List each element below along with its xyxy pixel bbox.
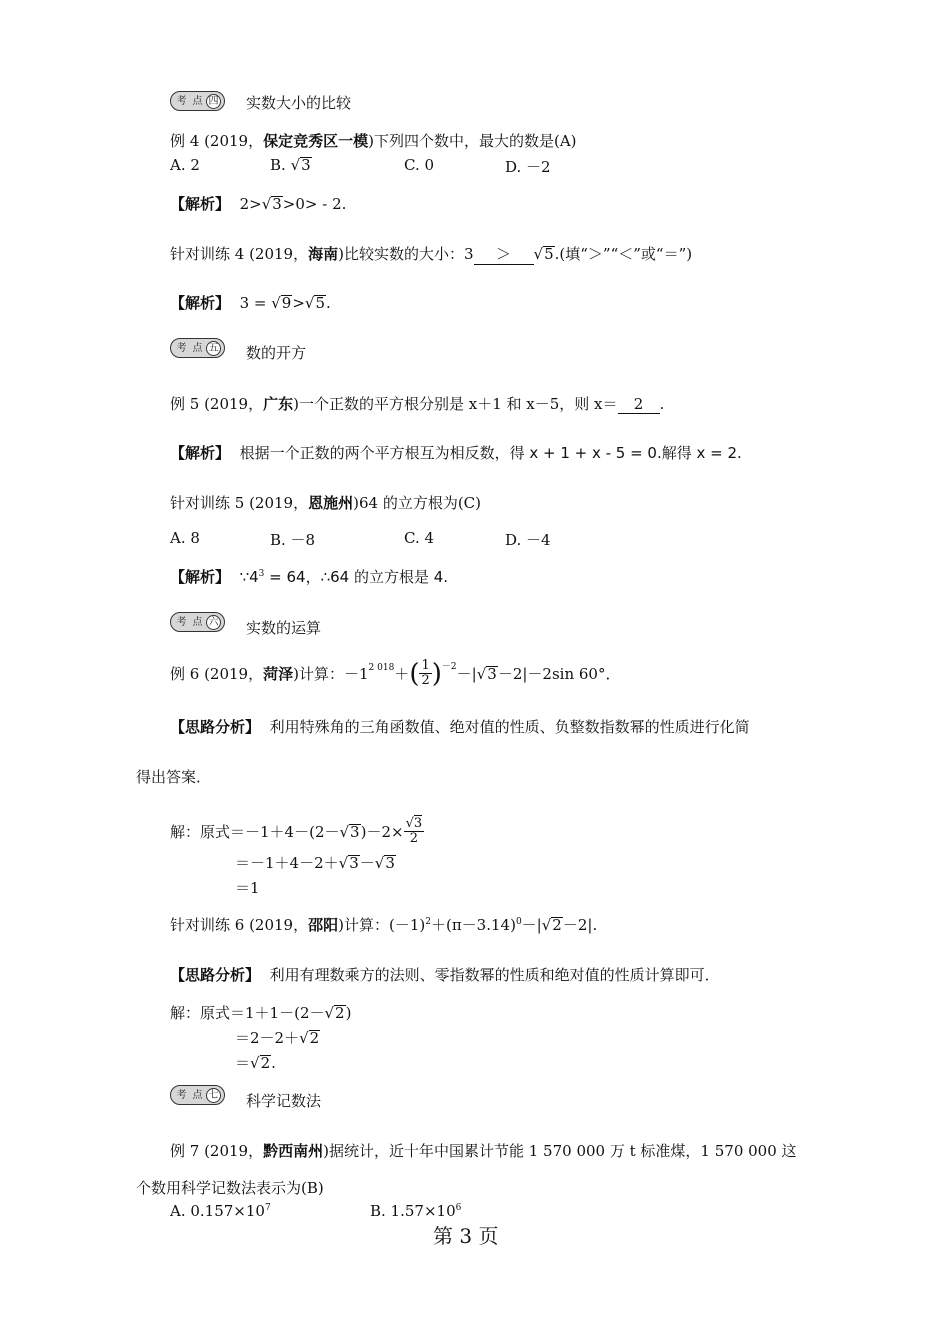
badge-char: 点 (192, 616, 203, 628)
solution-text: ＝ (235, 1054, 251, 1072)
analysis-tr4: 【解析】 3 = √9>√5. (170, 294, 331, 312)
paren-open: ( (409, 658, 420, 689)
radicand: 5 (315, 294, 326, 312)
solution-text: )－2× (360, 823, 404, 841)
example-question-text: ＋ (394, 665, 410, 683)
example-source: 菏泽 (263, 665, 294, 683)
option-b: B. √3 (270, 156, 311, 174)
radicand: 3 (272, 195, 282, 213)
example-question-text: )下列四个数中，最大的数是(A) (368, 132, 577, 150)
radicand: 5 (544, 245, 554, 263)
training-question-text: )计算：(－1) (338, 916, 426, 934)
radicand: 3 (487, 664, 497, 683)
thought-text: 利用有理数乘方的法则、零指数幂的性质和绝对值的性质计算即可． (269, 966, 720, 984)
fraction-denominator: 2 (421, 673, 430, 688)
analysis-text: >0> - 2. (282, 195, 347, 213)
solution-6-line3: ＝1 (235, 879, 260, 897)
section-badge-4 (170, 91, 225, 111)
radicand: 3 (385, 854, 395, 872)
badge-char: 考 (176, 342, 187, 354)
analysis-tag: 【解析】 (170, 568, 231, 586)
analysis-tag: 【解析】 (170, 444, 231, 462)
thought-tr6 (170, 964, 720, 985)
analysis-5 (170, 442, 742, 463)
option-c: C. 4 (404, 529, 435, 547)
option-text: B. 1.57×10 (370, 1202, 456, 1220)
option-b: B. －8 (270, 531, 316, 549)
training-6-question: 针对训练 6 (2019，邵阳)计算：$(-1)^2+(\pi-3.14)^0-|√2-2|$. (170, 916, 598, 934)
section-badge-7 (170, 1085, 225, 1105)
example-7-line1 (170, 1140, 797, 1161)
example-prefix: 例 7 (2019， (170, 1142, 264, 1160)
badge-char: 六 (206, 615, 221, 630)
radicand: 9 (281, 294, 292, 312)
thought-text: 利用特殊角的三角函数值、绝对值的性质、负整数指数幂的性质进行化简 (269, 718, 750, 736)
radicand: 2 (309, 1029, 320, 1047)
radicand: 2 (260, 1054, 271, 1072)
superscript: 0 (515, 917, 522, 927)
analysis-tag: 【解析】 (170, 294, 231, 312)
radicand: 2 (335, 1004, 345, 1022)
example-question-text: )据统计，近十年中国累计节能 1 570 000 万 t 标准煤，1 570 000 这 (323, 1142, 797, 1160)
solution-text: － (359, 854, 375, 872)
radicand: 2 (552, 916, 562, 934)
option-d: D. －2 (505, 158, 551, 176)
example-source: 黔西南州 (263, 1142, 324, 1160)
solution-text: ) (345, 1004, 352, 1022)
badge-char: 点 (192, 1089, 203, 1101)
option-d: D. －4 (505, 531, 551, 549)
option-label: B. (270, 156, 286, 174)
thought-6-line2: 得出答案． (136, 768, 212, 786)
example-4-question (170, 130, 577, 151)
section-badge-5 (170, 338, 225, 358)
example-source: 保定竞秀区一模 (263, 132, 369, 150)
analysis-text: 2> (239, 195, 262, 213)
solution-text: 解：原式＝－1＋4－(2－ (170, 823, 340, 841)
example-question-text: )计算：－1 (293, 665, 369, 683)
solution-text: ＝－1＋4－2＋ (235, 854, 339, 872)
training-question-text: ＋(π－3.14) (430, 916, 516, 934)
training-question-text: －2|. (562, 916, 598, 934)
option-a: A. 2 (170, 156, 200, 174)
training-source: 恩施州 (308, 494, 354, 512)
radicand: 3 (350, 822, 360, 841)
solution-6-line1: 解：原式＝－1＋4－(2－ √ 3 )－2× $\frac{√3}{2}$ (170, 816, 423, 846)
superscript: 7 (264, 1203, 271, 1213)
training-question-text: －| (521, 916, 542, 934)
analysis-tag: 【解析】 (170, 195, 231, 213)
thought-tag: 【思路分析】 (170, 718, 261, 736)
training-source: 海南 (308, 245, 339, 263)
example-5-question (170, 393, 664, 414)
badge-char: 考 (176, 616, 187, 628)
solution-text: . (271, 1054, 276, 1072)
analysis-text: 3 = (239, 294, 272, 312)
section-title-5: 数的开方 (246, 344, 307, 362)
option-a (170, 1202, 271, 1220)
thought-tag: 【思路分析】 (170, 966, 261, 984)
solution-tr6-line1: 解：原式＝1＋1－(2－√2) (170, 1004, 352, 1022)
answer-blank: ＞ (474, 243, 534, 265)
superscript: 3 (258, 569, 265, 579)
badge-char: 考 (176, 1089, 187, 1101)
training-source: 邵阳 (308, 916, 339, 934)
paren-close: ) (431, 658, 442, 689)
radicand: 3 (413, 816, 423, 831)
option-text: A. 0.157×10 (170, 1202, 265, 1220)
example-source: 广东 (263, 395, 294, 413)
training-prefix: 针对训练 4 (2019， (170, 245, 309, 263)
fraction (419, 659, 431, 688)
radicand: 3 (349, 854, 359, 872)
thought-6 (170, 716, 750, 737)
example-prefix: 例 6 (2019， (170, 665, 264, 683)
training-4-question: 针对训练 4 (2019，海南)比较实数的大小：3 ＞ √5.(填“＞”“＜”或“＝”) (170, 245, 693, 263)
example-6-question: 例 6 (2019， 菏泽 )计算：－1 $^{2 018}$ ＋ ( $\frac{1}{2}$ ) $^{-2}$ －| √ 3 －2|－2sin 60°． (170, 658, 621, 689)
training-prefix: 针对训练 6 (2019， (170, 916, 309, 934)
badge-char: 四 (206, 94, 221, 109)
badge-char: 点 (192, 95, 203, 107)
example-prefix: 例 5 (2019， (170, 395, 264, 413)
solution-text: 解：原式＝1＋1－(2－ (170, 1004, 325, 1022)
training-5-question (170, 492, 481, 513)
example-question-text: . (659, 395, 665, 413)
analysis-text: 根据一个正数的两个平方根互为相反数，得 x + 1 + x - 5 = 0.解得 x = 2. (239, 444, 742, 462)
section-badge-6 (170, 612, 225, 632)
example-prefix: 例 4 (2019， (170, 132, 264, 150)
superscript: 2 018 (368, 663, 395, 673)
analysis-text: > (292, 294, 305, 312)
superscript: 6 (455, 1203, 462, 1213)
badge-char: 考 (176, 95, 187, 107)
badge-char: 五 (206, 341, 221, 356)
solution-tr6-line3: ＝√2. (235, 1054, 276, 1072)
section-title-4: 实数大小的比较 (246, 94, 352, 112)
solution-tr6-line2: ＝2－2＋√2 (235, 1029, 320, 1047)
example-question-text: )一个正数的平方根分别是 x＋1 和 x－5，则 x＝ (293, 395, 618, 413)
option-b (370, 1202, 461, 1220)
superscript: －2 (441, 662, 457, 672)
solution-text: ＝2－2＋ (235, 1029, 300, 1047)
page-footer: 第 3 页 (433, 1224, 499, 1248)
analysis-text: ∵4 (239, 568, 259, 586)
radicand: 3 (301, 156, 311, 174)
option-a: A. 8 (170, 529, 200, 547)
training-question-text: .(填“＞”“＜”或“＝”) (554, 245, 693, 263)
training-question-text: )比较实数的大小：3 (338, 245, 474, 263)
example-7-line2: 个数用科学记数法表示为(B) (136, 1179, 324, 1197)
fraction: $\frac{√3}{2}$ (405, 816, 423, 846)
fraction-denominator: 2 (409, 831, 418, 846)
badge-char: 点 (192, 342, 203, 354)
analysis-text: = 64，∴64 的立方根是 4. (264, 568, 449, 586)
superscript: 2 (425, 917, 431, 927)
analysis-text: . (326, 294, 331, 312)
option-c: C. 0 (404, 156, 435, 174)
example-question-text: －2|－2sin 60°． (497, 665, 621, 683)
fraction-numerator: 1 (421, 658, 430, 673)
training-question-text: )64 的立方根为(C) (353, 494, 482, 512)
training-prefix: 针对训练 5 (2019， (170, 494, 309, 512)
analysis-tr5 (170, 566, 448, 587)
example-question-text: －| (456, 665, 477, 683)
solution-6-line2: ＝－1＋4－2＋√3－√3 (235, 854, 395, 872)
section-title-6: 实数的运算 (246, 619, 322, 637)
analysis-4: 【解析】 2>√3>0> - 2. (170, 195, 347, 213)
answer-blank: 2 (618, 395, 660, 414)
badge-char: 七 (206, 1088, 221, 1103)
section-title-7: 科学记数法 (246, 1092, 322, 1110)
